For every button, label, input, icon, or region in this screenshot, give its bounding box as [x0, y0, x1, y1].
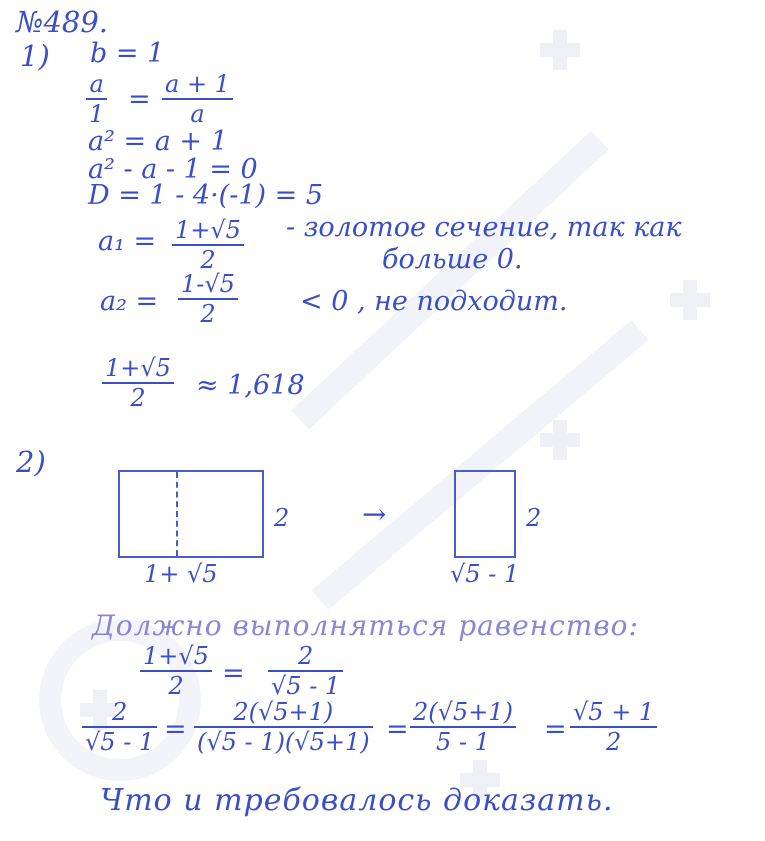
equality-lhs-den: 2 [168, 672, 184, 701]
equality-rhs-num: 2 [297, 642, 314, 670]
eq1-rhs-num: a + 1 [165, 70, 230, 98]
chain-f1-num: 2 [111, 698, 128, 726]
equality-lhs-num: 1+√5 [143, 642, 209, 670]
equality-rhs-fraction [268, 644, 343, 699]
chain-f1-den: √5 - 1 [85, 728, 155, 757]
chain-fraction-3 [410, 700, 516, 755]
part1-label: 1) [20, 39, 50, 73]
chain-f4-den: 2 [605, 728, 622, 757]
golden-rectangle [118, 470, 264, 558]
eq1-rhs-den: a [190, 100, 205, 129]
root1-num: 1+√5 [175, 216, 241, 244]
remaining-rectangle [454, 470, 516, 558]
chain-f3-den: 5 - 1 [436, 728, 490, 757]
conclusion: Что и требовалось доказать. [100, 783, 614, 818]
approx-fraction [102, 356, 174, 411]
chain-fraction-1 [82, 700, 157, 755]
eq1-rhs-fraction [162, 72, 233, 127]
root1-label: a₁ = [98, 226, 157, 257]
line-b: b = 1 [90, 38, 165, 69]
problem-number: №489. [16, 5, 109, 39]
line-square: a² = a + 1 [88, 126, 228, 157]
equality-rhs-den: √5 - 1 [271, 672, 341, 701]
rect2-height-label: 2 [526, 504, 542, 532]
root2-den: 2 [200, 300, 216, 329]
eq1-lhs-fraction [86, 72, 107, 127]
line-quadratic: a² - a - 1 = 0 [88, 154, 258, 185]
rect2-width-label: √5 - 1 [450, 560, 520, 588]
chain-f2-num: 2(√5+1) [233, 698, 334, 726]
root1-fraction [172, 218, 244, 273]
chain-f3-num: 2(√5+1) [413, 698, 513, 726]
chain-f4-num: √5 + 1 [573, 698, 655, 726]
root2-num: 1-√5 [181, 270, 235, 298]
approx-den: 2 [130, 384, 146, 413]
chain-f2-den: (√5 - 1)(√5+1) [197, 728, 370, 757]
equality-lhs-fraction [140, 644, 212, 699]
rect1-height-label: 2 [274, 504, 290, 532]
root2-label: a₂ = [100, 286, 159, 317]
eq1-equals: = [128, 84, 151, 115]
root1-comment-2: больше 0. [382, 244, 523, 275]
equality-equals: = [222, 658, 245, 689]
root2-fraction [178, 272, 238, 327]
eq1-lhs-den: 1 [89, 100, 105, 129]
root1-comment: - золотое сечение, так как [286, 212, 682, 243]
chain-equals-3: = [544, 714, 567, 745]
approx-value: ≈ 1,618 [196, 370, 305, 401]
part2-label: 2) [16, 445, 46, 479]
square-divider-line [176, 472, 178, 556]
arrow: → [362, 497, 387, 531]
chain-fraction-4 [570, 700, 657, 755]
equality-statement: Должно выполняться равенство: [92, 609, 639, 642]
root2-comment: < 0 , не подходит. [300, 286, 568, 317]
line-discriminant: D = 1 - 4·(-1) = 5 [88, 180, 323, 211]
approx-num: 1+√5 [105, 354, 171, 382]
rect1-width-label: 1+ √5 [144, 560, 218, 588]
chain-fraction-2 [194, 700, 373, 755]
root1-den: 2 [200, 246, 216, 275]
eq1-lhs-num: a [89, 70, 104, 98]
chain-equals-2: = [386, 714, 409, 745]
chain-equals-1: = [164, 714, 187, 745]
